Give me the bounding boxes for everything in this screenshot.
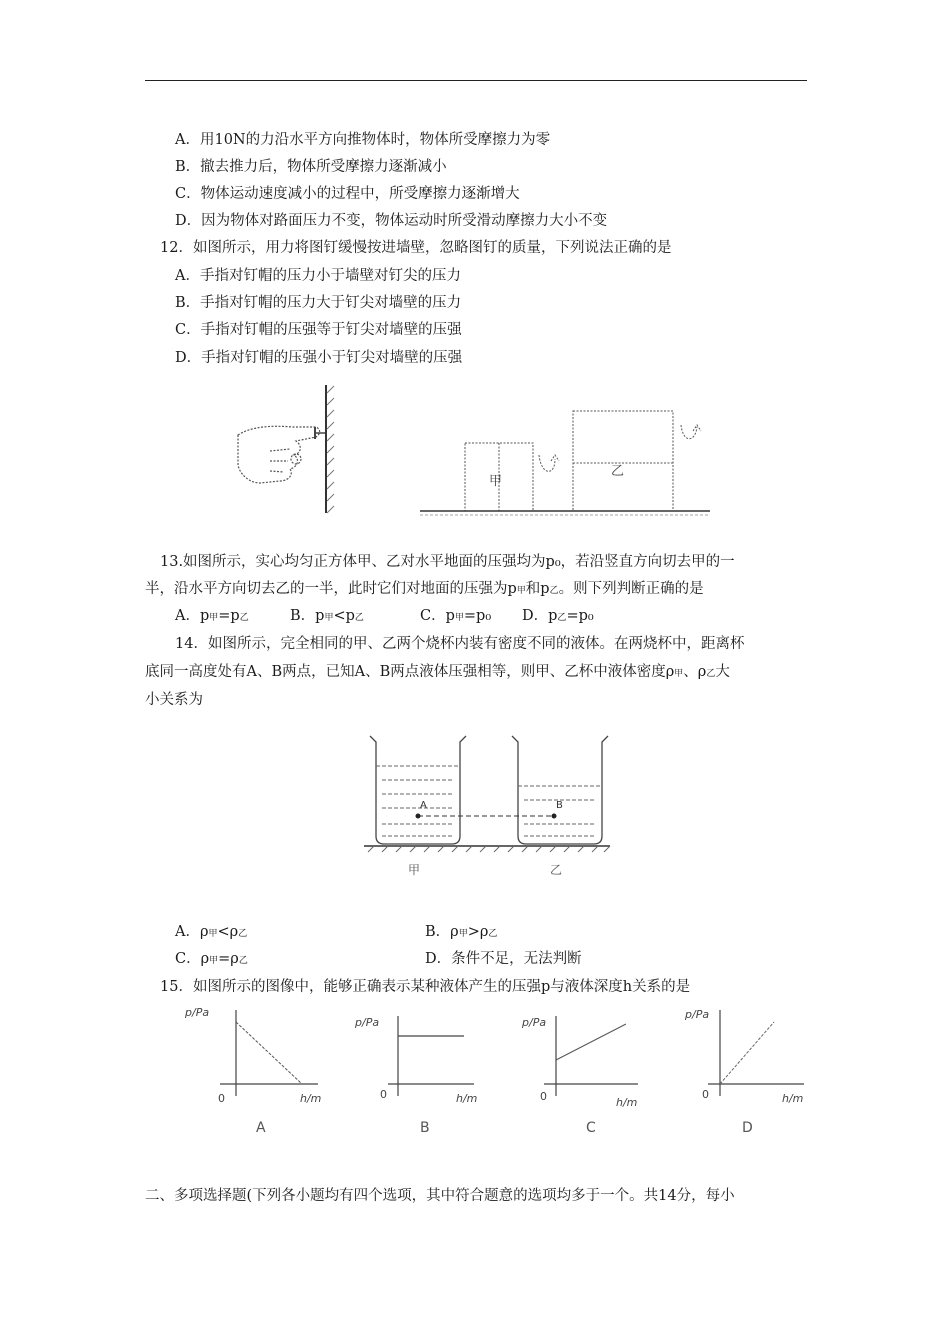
q14-option-b: B．ρ甲>ρ乙	[425, 924, 498, 940]
graph-a-line	[236, 1022, 302, 1084]
q12-option-b: B．手指对钉帽的压力大于钉尖对墙壁的压力	[175, 295, 462, 311]
q11-option-a: A．用10N的力沿水平方向推物体时，物体所受摩擦力为零	[175, 132, 551, 148]
q14-option-c: C．ρ甲=ρ乙	[175, 951, 248, 967]
q13-option-b: B．p甲<p乙	[290, 608, 364, 624]
q13-option-c: C．p甲=p₀	[420, 608, 492, 624]
beakers-figure	[362, 728, 612, 883]
graph-d-xlabel: h/m	[782, 1092, 804, 1105]
q14-stem-line3: 小关系为	[145, 692, 203, 708]
graph-c	[521, 1016, 638, 1136]
graph-b-xlabel: h/m	[456, 1092, 478, 1105]
q14-stem-line1: 14．如图所示，完全相同的甲、乙两个烧杯内装有密度不同的液体。在两烧杯中，距离杯	[175, 636, 745, 652]
graph-c-line	[556, 1024, 626, 1060]
q11-option-d: D．因为物体对路面压力不变，物体运动时所受滑动摩擦力大小不变	[175, 213, 608, 229]
graph-d-ylabel: p/Pa	[685, 1008, 710, 1021]
beaker-jia-label: 甲	[408, 863, 421, 877]
graph-a-origin: 0	[218, 1092, 225, 1105]
graph-d-origin: 0	[702, 1088, 709, 1101]
q11-option-b: B．撤去推力后，物体所受摩擦力逐渐减小	[175, 159, 447, 175]
graph-a-xlabel: h/m	[300, 1092, 322, 1105]
thumbtack-figure	[230, 375, 350, 515]
cubes-figure	[415, 405, 715, 520]
q11-option-c: C．物体运动速度减小的过程中，所受摩擦力逐渐增大	[175, 186, 520, 202]
section2-heading: 二、多项选择题(下列各小题均有四个选项，其中符合题意的选项均多于一个。共14分，每小	[145, 1188, 735, 1204]
graph-c-xlabel: h/m	[616, 1096, 638, 1109]
graph-c-name: C	[586, 1120, 596, 1136]
q13-stem-line1: 13.如图所示，实心均匀正方体甲、乙对水平地面的压强均为p₀，若沿竖直方向切去甲的一	[160, 554, 735, 570]
graph-a	[184, 1006, 321, 1136]
beaker-jia	[370, 736, 466, 844]
q13-option-d: D．p乙=p₀	[522, 608, 594, 624]
graph-b-name: B	[420, 1120, 430, 1136]
graph-b-origin: 0	[380, 1088, 387, 1101]
point-a-label: A	[420, 800, 427, 811]
graph-d	[684, 1008, 804, 1136]
q13-option-a: A．p甲=p乙	[175, 608, 249, 624]
graph-d-line	[720, 1022, 774, 1084]
q13-stem-line2: 半，沿水平方向切去乙的一半，此时它们对地面的压强为p甲和p乙。则下列判断正确的是	[145, 581, 704, 597]
q15-graphs	[180, 1002, 820, 1142]
graph-d-name: D	[742, 1120, 753, 1136]
q14-option-d: D．条件不足，无法判断	[425, 951, 582, 967]
q12-option-a: A．手指对钉帽的压力小于墙壁对钉尖的压力	[175, 268, 461, 284]
q12-option-d: D．手指对钉帽的压强小于钉尖对墙壁的压强	[175, 350, 463, 366]
graph-a-ylabel: p/Pa	[185, 1006, 210, 1019]
q12-option-c: C．手指对钉帽的压强等于钉尖对墙壁的压强	[175, 322, 462, 338]
beaker-yi	[512, 736, 608, 844]
graph-c-origin: 0	[540, 1090, 547, 1103]
cube-yi	[573, 411, 673, 511]
cube-yi-label: 乙	[611, 464, 625, 479]
q12-stem: 12．如图所示，用力将图钉缓慢按进墙壁，忽略图钉的质量，下列说法正确的是	[160, 240, 672, 256]
q14-option-a: A．ρ甲<ρ乙	[175, 924, 248, 940]
q15-stem: 15．如图所示的图像中，能够正确表示某种液体产生的压强p与液体深度h关系的是	[160, 979, 691, 995]
point-a	[416, 814, 421, 819]
graph-a-name: A	[256, 1120, 266, 1136]
point-b-label: B	[556, 800, 563, 811]
graph-b	[354, 1016, 477, 1136]
beaker-yi-label: 乙	[550, 863, 563, 877]
q14-stem-line2: 底同一高度处有A、B两点，已知A、B两点液体压强相等，则甲、乙杯中液体密度ρ甲、ρ乙大	[145, 664, 730, 680]
cube-jia-label: 甲	[489, 474, 503, 489]
header-rule	[145, 80, 807, 81]
graph-c-ylabel: p/Pa	[522, 1016, 547, 1029]
graph-b-ylabel: p/Pa	[355, 1016, 380, 1029]
point-b	[552, 814, 557, 819]
